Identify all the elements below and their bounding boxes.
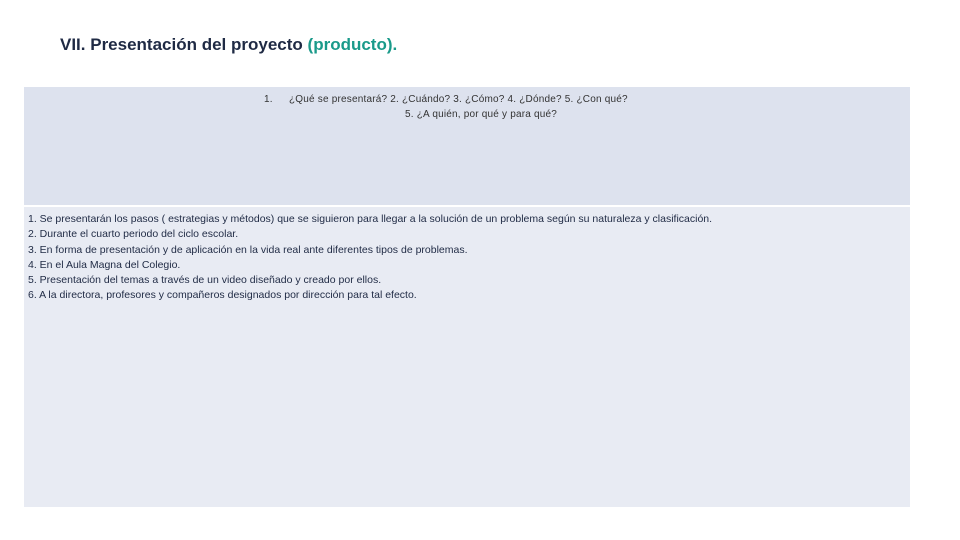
question-number: 1. bbox=[264, 94, 273, 105]
answer-item-6: 6. A la directora, profesores y compañeros designados por dirección para tal efecto. bbox=[28, 289, 417, 302]
answer-item-2: 2. Durante el cuarto periodo del ciclo escolar. bbox=[28, 228, 239, 241]
answers-row bbox=[24, 207, 910, 507]
answer-item-5: 5. Presentación del temas a través de un video diseñado y creado por ellos. bbox=[28, 274, 382, 287]
answers-list bbox=[28, 212, 712, 304]
questions-line-2: 5. ¿A quién, por qué y para qué? bbox=[405, 109, 558, 120]
answer-item-4: 4. En el Aula Magna del Colegio. bbox=[28, 258, 181, 271]
answer-item-1: 1. Se presentarán los pasos ( estrategias y métodos) que se siguieron para llegar a la solución de un problema según su naturaleza y clasificación. bbox=[28, 213, 713, 225]
slide-title-accent: (producto). bbox=[307, 35, 398, 54]
slide-title bbox=[60, 35, 397, 55]
slide-title-main: VII. Presentación del proyecto bbox=[60, 35, 308, 54]
answer-item-3: 3. En forma de presentación y de aplicación en la vida real ante diferentes tipos de problemas. bbox=[28, 243, 468, 256]
questions-line-1: ¿Qué se presentará? 2. ¿Cuándo? 3. ¿Cómo? 4. ¿Dónde? 5. ¿Con qué? bbox=[289, 94, 628, 105]
content-table bbox=[24, 87, 910, 507]
questions-row bbox=[24, 87, 910, 205]
